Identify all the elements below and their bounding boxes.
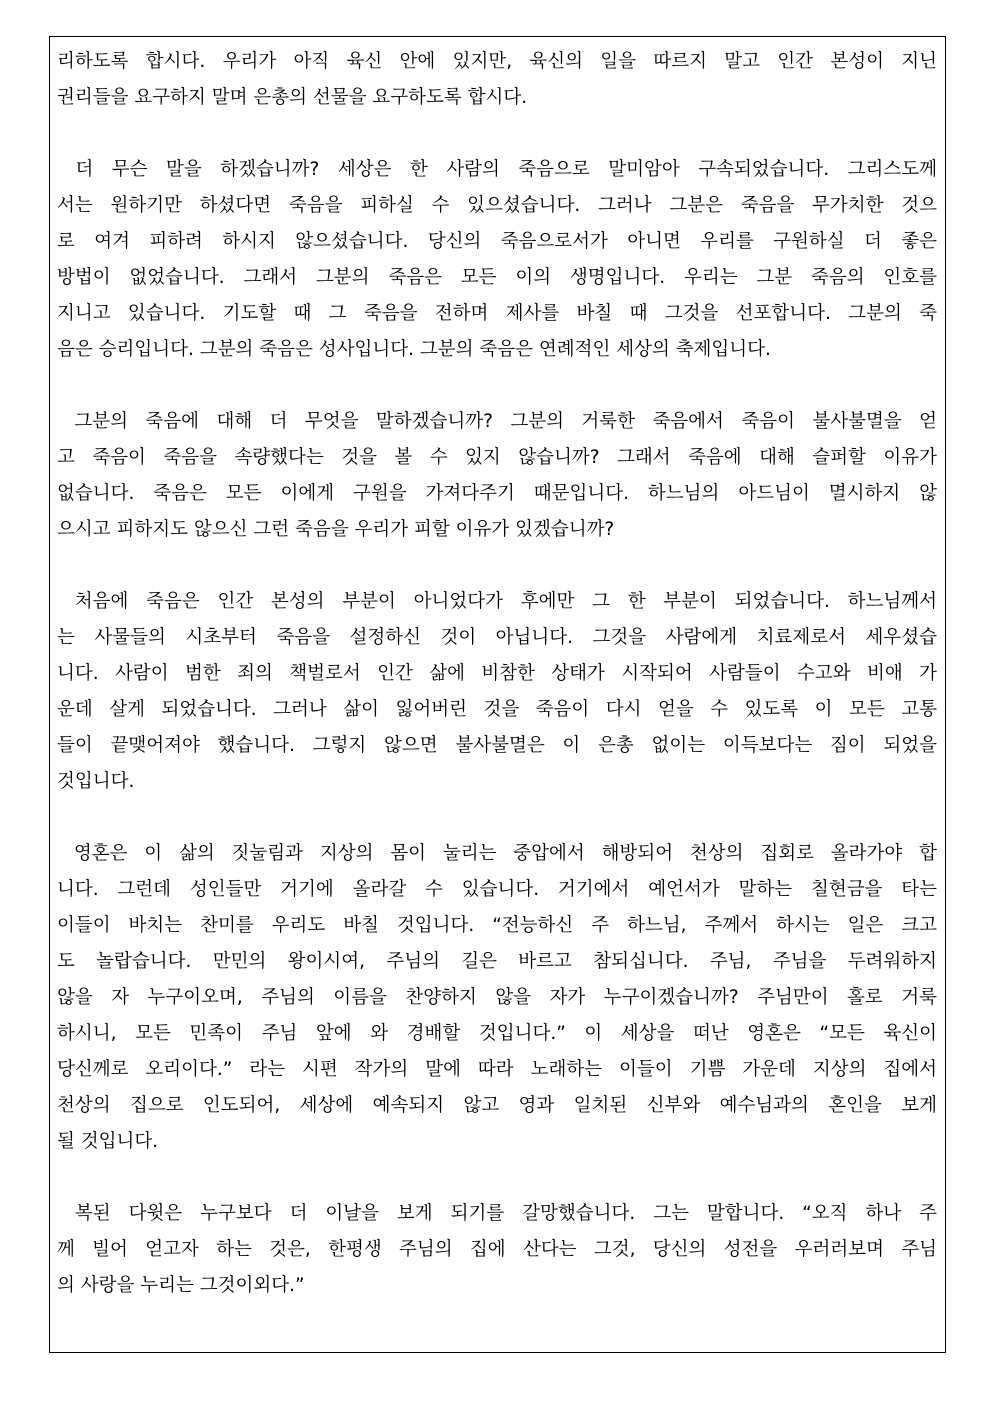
paragraph-3	[57, 404, 937, 548]
text-line: 될 것입니다.	[57, 1131, 159, 1152]
paragraph-6	[57, 1196, 937, 1304]
text-line: 하시니, 모든 민족이 주님 앞에 와 경배할 것입니다.” 이 세상을 떠난 영혼은 “모든 육신이	[57, 1023, 937, 1044]
text-line: 지니고 있습니다. 기도할 때 그 죽음을 전하며 제사를 바칠 때 그것을 선포합니다. 그분의 죽	[57, 303, 937, 324]
text-line: 영혼은 이 삶의 짓눌림과 지상의 몸이 눌리는 중압에서 해방되어 천상의 집회로 올라가야 합	[57, 843, 937, 864]
text-line: 서는 원하기만 하셨다면 죽음을 피하실 수 있으셨습니다. 그러나 그분은 죽음을 무가치한 것으	[57, 195, 937, 216]
paragraph-4	[57, 584, 937, 800]
text-line: 의 사랑을 누리는 그것이외다.”	[57, 1275, 305, 1296]
text-line: 더 무슨 말을 하겠습니까? 세상은 한 사람의 죽음으로 말미암아 구속되었습니다. 그리스도께	[57, 159, 937, 180]
text-line: 는 사물들의 시초부터 죽음을 설정하신 것이 아닙니다. 그것을 사람에게 치료제로서 세우셨습	[57, 627, 937, 648]
text-line: 않을 자 누구이오며, 주님의 이름을 찬양하지 않을 자가 누구이겠습니까? 주님만이 홀로 거룩	[57, 987, 937, 1008]
text-line: 도 놀랍습니다. 만민의 왕이시여, 주님의 길은 바르고 참되십니다. 주님, 주님을 두려워하지	[57, 951, 937, 972]
text-line: 니다. 사람이 범한 죄의 책벌로서 인간 삶에 비참한 상태가 시작되어 사람들이 수고와 비애 가	[57, 663, 937, 684]
text-line: 권리들을 요구하지 말며 은총의 선물을 요구하도록 합시다.	[57, 87, 528, 108]
text-line: 그분의 죽음에 대해 더 무엇을 말하겠습니까? 그분의 거룩한 죽음에서 죽음이 불사불멸을 얻	[57, 411, 937, 432]
paragraph-5	[57, 836, 937, 1160]
text-line: 운데 살게 되었습니다. 그러나 삶이 잃어버린 것을 죽음이 다시 얻을 수 있도록 이 모든 고통	[57, 699, 937, 720]
text-line: 방법이 없었습니다. 그래서 그분의 죽음은 모든 이의 생명입니다. 우리는 그분 죽음의 인호를	[57, 267, 937, 288]
text-line: 복된 다윗은 누구보다 더 이날을 보게 되기를 갈망했습니다. 그는 말합니다. “오직 하나 주	[57, 1203, 937, 1224]
text-line: 천상의 집으로 인도되어, 세상에 예속되지 않고 영과 일치된 신부와 예수님과의 혼인을 보게	[57, 1095, 937, 1116]
text-line: 리하도록 합시다. 우리가 아직 육신 안에 있지만, 육신의 일을 따르지 말고 인간 본성이 지닌	[57, 51, 937, 72]
paragraph-2	[57, 152, 937, 368]
text-line: 당신께로 오리이다.” 라는 시편 작가의 말에 따라 노래하는 이들이 기쁨 가운데 지상의 집에서	[57, 1059, 937, 1080]
text-line: 들이 끝맺어져야 했습니다. 그렇지 않으면 불사불멸은 이 은총 없이는 이득보다는 짐이 되었을	[57, 735, 937, 756]
text-line: 니다. 그런데 성인들만 거기에 올라갈 수 있습니다. 거기에서 예언서가 말하는 칠현금을 타는	[57, 879, 937, 900]
text-line: 없습니다. 죽음은 모든 이에게 구원을 가져다주기 때문입니다. 하느님의 아드님이 멸시하지 않	[57, 483, 937, 504]
text-line: 로 여겨 피하려 하시지 않으셨습니다. 당신의 죽음으로서가 아니면 우리를 구원하실 더 좋은	[57, 231, 937, 252]
text-line: 으시고 피하지도 않으신 그런 죽음을 우리가 피할 이유가 있겠습니까?	[57, 519, 615, 540]
text-line: 것입니다.	[57, 771, 135, 792]
text-line: 고 죽음이 죽음을 속량했다는 것을 볼 수 있지 않습니까? 그래서 죽음에 대해 슬퍼할 이유가	[57, 447, 937, 468]
text-line: 처음에 죽음은 인간 본성의 부분이 아니었다가 후에만 그 한 부분이 되었습니다. 하느님께서	[57, 591, 937, 612]
text-line: 음은 승리입니다. 그분의 죽음은 성사입니다. 그분의 죽음은 연례적인 세상의 축제입니다.	[57, 339, 771, 360]
text-line: 이들이 바치는 찬미를 우리도 바칠 것입니다. “전능하신 주 하느님, 주께서 하시는 일은 크고	[57, 915, 937, 936]
paragraph-1	[57, 44, 937, 116]
text-line: 께 빌어 얻고자 하는 것은, 한평생 주님의 집에 산다는 그것, 당신의 성전을 우러러보며 주님	[57, 1239, 937, 1260]
